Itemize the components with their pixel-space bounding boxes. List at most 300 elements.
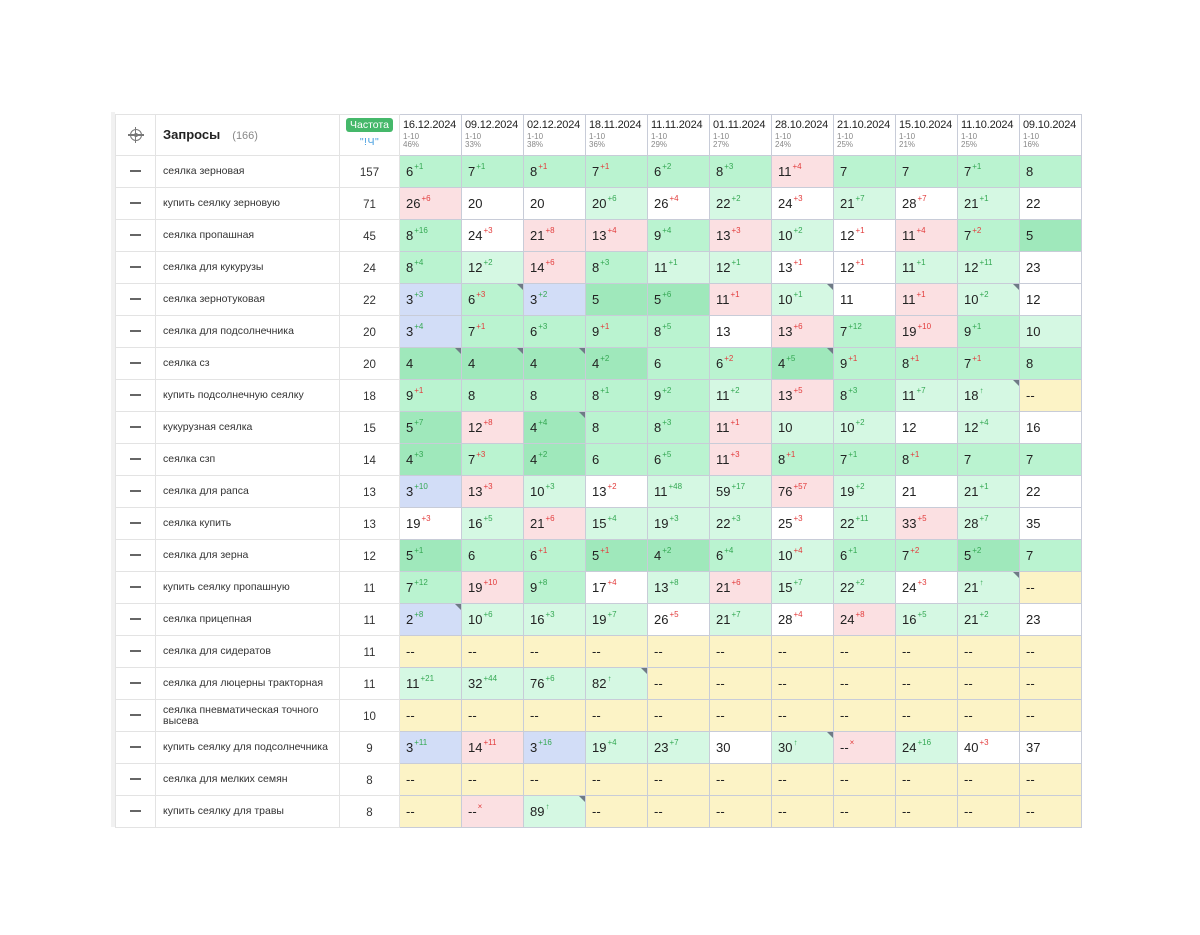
position-cell[interactable] xyxy=(772,316,834,348)
position-cell[interactable] xyxy=(710,540,772,572)
minus-icon[interactable] xyxy=(130,554,141,556)
position-cell[interactable] xyxy=(896,540,958,572)
position-cell[interactable] xyxy=(648,412,710,444)
position-cell[interactable] xyxy=(1020,604,1082,636)
position-cell[interactable] xyxy=(958,412,1020,444)
position-cell[interactable] xyxy=(648,348,710,380)
position-cell[interactable] xyxy=(834,348,896,380)
minus-icon[interactable] xyxy=(130,810,141,812)
position-cell[interactable] xyxy=(834,572,896,604)
position-cell[interactable] xyxy=(462,668,524,700)
position-cell[interactable] xyxy=(524,348,586,380)
position-cell[interactable] xyxy=(1020,764,1082,796)
table-row xyxy=(116,316,1082,348)
position-cell[interactable] xyxy=(772,604,834,636)
position-cell[interactable] xyxy=(648,700,710,732)
position-cell[interactable] xyxy=(772,412,834,444)
position-cell[interactable] xyxy=(400,508,462,540)
position-cell[interactable] xyxy=(834,540,896,572)
position-cell[interactable] xyxy=(710,188,772,220)
position-cell[interactable] xyxy=(710,412,772,444)
position-cell[interactable] xyxy=(834,412,896,444)
position-cell[interactable] xyxy=(648,604,710,636)
position-cell[interactable] xyxy=(648,476,710,508)
frequency-type-link[interactable]: "!Ч" xyxy=(359,136,380,148)
position-cell[interactable] xyxy=(586,252,648,284)
position-cell[interactable] xyxy=(586,220,648,252)
crosshair-icon[interactable] xyxy=(129,128,143,142)
query-text[interactable]: купить сеялку пропашную xyxy=(163,581,290,593)
position-value: 24 xyxy=(902,739,917,755)
position-cell[interactable] xyxy=(1020,444,1082,476)
query-text[interactable]: сеялка сзп xyxy=(163,453,216,465)
query-text[interactable]: сеялка для подсолнечника xyxy=(163,325,294,337)
position-cell[interactable] xyxy=(1020,476,1082,508)
position-cell[interactable] xyxy=(772,668,834,700)
position-cell[interactable] xyxy=(896,508,958,540)
position-cell[interactable] xyxy=(648,220,710,252)
position-cell[interactable] xyxy=(462,764,524,796)
position-cell[interactable] xyxy=(400,188,462,220)
query-text[interactable]: сеялка зерновая xyxy=(163,165,245,177)
minus-icon[interactable] xyxy=(130,714,141,716)
position-cell[interactable] xyxy=(958,636,1020,668)
minus-icon[interactable] xyxy=(130,650,141,652)
minus-icon[interactable] xyxy=(130,362,141,364)
date-column-header[interactable] xyxy=(896,115,958,156)
position-cell[interactable] xyxy=(400,316,462,348)
position-cell[interactable] xyxy=(958,316,1020,348)
position-cell[interactable] xyxy=(524,476,586,508)
position-cell[interactable] xyxy=(710,764,772,796)
position-cell[interactable] xyxy=(524,572,586,604)
position-cell[interactable] xyxy=(710,444,772,476)
position-cell[interactable] xyxy=(772,476,834,508)
position-cell[interactable] xyxy=(772,156,834,188)
position-cell[interactable] xyxy=(400,284,462,316)
position-cell[interactable] xyxy=(710,284,772,316)
position-cell[interactable] xyxy=(834,444,896,476)
position-cell[interactable] xyxy=(772,796,834,828)
position-cell[interactable] xyxy=(400,668,462,700)
minus-icon[interactable] xyxy=(130,458,141,460)
date-column-header[interactable] xyxy=(462,115,524,156)
position-cell[interactable] xyxy=(958,572,1020,604)
position-value: 13 xyxy=(778,323,793,339)
minus-icon[interactable] xyxy=(130,298,141,300)
position-cell[interactable] xyxy=(462,540,524,572)
minus-icon[interactable] xyxy=(130,394,141,396)
date-column-header[interactable] xyxy=(1020,115,1082,156)
minus-icon[interactable] xyxy=(130,522,141,524)
position-cell[interactable] xyxy=(834,700,896,732)
position-cell[interactable] xyxy=(1020,284,1082,316)
query-text[interactable]: кукурузная сеялка xyxy=(163,421,253,433)
position-cell[interactable] xyxy=(710,572,772,604)
query-text[interactable]: купить сеялку для травы xyxy=(163,805,284,817)
position-cell[interactable] xyxy=(648,380,710,412)
position-cell[interactable] xyxy=(400,220,462,252)
position-cell[interactable] xyxy=(958,540,1020,572)
position-cell[interactable] xyxy=(648,796,710,828)
position-cell[interactable] xyxy=(462,700,524,732)
position-cell[interactable] xyxy=(1020,508,1082,540)
minus-icon[interactable] xyxy=(130,266,141,268)
position-cell[interactable] xyxy=(524,604,586,636)
position-change: +6 xyxy=(545,257,555,267)
position-cell[interactable] xyxy=(586,732,648,764)
position-cell[interactable] xyxy=(896,316,958,348)
position-cell[interactable] xyxy=(772,636,834,668)
position-cell[interactable] xyxy=(896,732,958,764)
position-cell[interactable] xyxy=(896,380,958,412)
position-cell[interactable] xyxy=(958,188,1020,220)
position-cell[interactable] xyxy=(958,604,1020,636)
position-cell[interactable] xyxy=(524,252,586,284)
position-cell[interactable] xyxy=(524,380,586,412)
position-cell[interactable] xyxy=(896,156,958,188)
position-cell[interactable] xyxy=(896,572,958,604)
position-cell[interactable] xyxy=(648,572,710,604)
position-cell[interactable] xyxy=(400,444,462,476)
query-text[interactable]: сеялка пневматическая точного высева xyxy=(163,703,319,727)
date-column-header[interactable] xyxy=(834,115,896,156)
position-cell[interactable] xyxy=(1020,412,1082,444)
position-cell[interactable] xyxy=(400,604,462,636)
position-cell[interactable] xyxy=(462,188,524,220)
query-text[interactable]: сеялка для кукурузы xyxy=(163,261,264,273)
position-cell[interactable] xyxy=(958,444,1020,476)
position-cell[interactable] xyxy=(648,156,710,188)
position-cell[interactable] xyxy=(524,764,586,796)
position-cell[interactable] xyxy=(648,444,710,476)
position-cell[interactable] xyxy=(896,412,958,444)
minus-icon[interactable] xyxy=(130,330,141,332)
query-text[interactable]: сеялка прицепная xyxy=(163,613,252,625)
position-cell[interactable] xyxy=(648,764,710,796)
position-cell[interactable] xyxy=(586,508,648,540)
position-cell[interactable] xyxy=(462,796,524,828)
position-cell[interactable] xyxy=(958,156,1020,188)
frequency-sort-button[interactable]: Частота xyxy=(346,118,393,132)
position-cell[interactable] xyxy=(462,412,524,444)
position-cell[interactable] xyxy=(400,156,462,188)
minus-icon[interactable] xyxy=(130,234,141,236)
position-cell[interactable] xyxy=(958,380,1020,412)
position-cell[interactable] xyxy=(896,796,958,828)
position-cell[interactable] xyxy=(958,764,1020,796)
position-cell[interactable] xyxy=(834,284,896,316)
position-cell[interactable] xyxy=(958,476,1020,508)
position-cell[interactable] xyxy=(772,444,834,476)
position-cell[interactable] xyxy=(958,508,1020,540)
position-cell[interactable] xyxy=(834,636,896,668)
position-cell[interactable] xyxy=(834,732,896,764)
position-value: 21 xyxy=(902,483,917,499)
position-cell[interactable] xyxy=(524,316,586,348)
position-cell[interactable] xyxy=(648,188,710,220)
position-cell[interactable] xyxy=(710,700,772,732)
position-cell[interactable] xyxy=(772,348,834,380)
position-cell[interactable] xyxy=(648,316,710,348)
position-cell[interactable] xyxy=(896,764,958,796)
position-cell[interactable] xyxy=(400,636,462,668)
position-cell[interactable] xyxy=(586,316,648,348)
position-cell[interactable] xyxy=(1020,348,1082,380)
position-cell[interactable] xyxy=(896,220,958,252)
position-cell[interactable] xyxy=(896,348,958,380)
position-cell[interactable] xyxy=(772,252,834,284)
minus-icon[interactable] xyxy=(130,202,141,204)
position-cell[interactable] xyxy=(834,316,896,348)
position-cell[interactable] xyxy=(958,732,1020,764)
position-cell[interactable] xyxy=(834,188,896,220)
position-cell[interactable] xyxy=(710,156,772,188)
query-cell xyxy=(156,540,340,572)
position-value: 4 xyxy=(592,355,600,371)
position-cell[interactable] xyxy=(710,796,772,828)
position-cell[interactable] xyxy=(462,444,524,476)
position-cell[interactable] xyxy=(400,572,462,604)
position-cell[interactable] xyxy=(586,156,648,188)
position-cell[interactable] xyxy=(772,732,834,764)
position-cell[interactable] xyxy=(524,508,586,540)
query-text[interactable]: сеялка пропашная xyxy=(163,229,255,241)
position-cell[interactable] xyxy=(1020,636,1082,668)
position-cell[interactable] xyxy=(958,348,1020,380)
position-cell[interactable] xyxy=(710,316,772,348)
position-cell[interactable] xyxy=(462,732,524,764)
position-cell[interactable] xyxy=(586,700,648,732)
position-cell[interactable] xyxy=(896,668,958,700)
position-cell[interactable] xyxy=(1020,668,1082,700)
position-cell[interactable] xyxy=(400,476,462,508)
position-cell[interactable] xyxy=(772,540,834,572)
position-cell[interactable] xyxy=(462,156,524,188)
position-cell[interactable] xyxy=(586,476,648,508)
position-cell[interactable] xyxy=(524,284,586,316)
position-cell[interactable] xyxy=(462,380,524,412)
position-cell[interactable] xyxy=(462,604,524,636)
date-column-header[interactable] xyxy=(524,115,586,156)
position-cell[interactable] xyxy=(462,316,524,348)
position-cell[interactable] xyxy=(896,284,958,316)
date-column-header[interactable] xyxy=(586,115,648,156)
position-cell[interactable] xyxy=(1020,700,1082,732)
position-value: 23 xyxy=(1026,611,1041,627)
position-cell[interactable] xyxy=(1020,572,1082,604)
position-cell[interactable] xyxy=(524,444,586,476)
position-change: +1 xyxy=(848,545,858,555)
position-cell[interactable] xyxy=(710,636,772,668)
position-cell[interactable] xyxy=(648,508,710,540)
query-text[interactable]: купить сеялку зерновую xyxy=(163,197,280,209)
position-cell[interactable] xyxy=(400,732,462,764)
position-cell[interactable] xyxy=(1020,316,1082,348)
position-cell[interactable] xyxy=(896,444,958,476)
minus-icon[interactable] xyxy=(130,778,141,780)
position-cell[interactable] xyxy=(834,220,896,252)
position-cell[interactable] xyxy=(586,796,648,828)
position-cell[interactable] xyxy=(586,412,648,444)
position-cell[interactable] xyxy=(834,508,896,540)
position-cell[interactable] xyxy=(710,604,772,636)
position-cell[interactable] xyxy=(772,220,834,252)
position-cell[interactable] xyxy=(586,444,648,476)
position-cell[interactable] xyxy=(834,796,896,828)
position-cell[interactable] xyxy=(1020,540,1082,572)
position-cell[interactable] xyxy=(834,476,896,508)
position-cell[interactable] xyxy=(772,188,834,220)
position-value: -- xyxy=(530,707,539,723)
position-cell[interactable] xyxy=(1020,188,1082,220)
position-cell[interactable] xyxy=(648,668,710,700)
position-cell[interactable] xyxy=(1020,252,1082,284)
position-cell[interactable] xyxy=(834,156,896,188)
position-cell[interactable] xyxy=(586,764,648,796)
position-cell[interactable] xyxy=(524,540,586,572)
position-cell[interactable] xyxy=(400,540,462,572)
position-cell[interactable] xyxy=(462,508,524,540)
position-cell[interactable] xyxy=(524,220,586,252)
position-cell[interactable] xyxy=(710,252,772,284)
position-cell[interactable] xyxy=(896,636,958,668)
position-cell[interactable] xyxy=(834,764,896,796)
date-column-header[interactable] xyxy=(958,115,1020,156)
position-cell[interactable] xyxy=(462,572,524,604)
position-cell[interactable] xyxy=(958,700,1020,732)
query-text[interactable]: сеялка для сидератов xyxy=(163,645,271,657)
position-cell[interactable] xyxy=(958,796,1020,828)
position-cell[interactable] xyxy=(586,348,648,380)
query-text[interactable]: сеялка сз xyxy=(163,357,210,369)
date-column-header[interactable] xyxy=(648,115,710,156)
position-cell[interactable] xyxy=(400,348,462,380)
position-cell[interactable] xyxy=(896,476,958,508)
position-cell[interactable] xyxy=(834,252,896,284)
position-cell[interactable] xyxy=(1020,732,1082,764)
position-cell[interactable] xyxy=(400,252,462,284)
position-cell[interactable] xyxy=(710,476,772,508)
position-cell[interactable] xyxy=(400,380,462,412)
position-cell[interactable] xyxy=(710,380,772,412)
position-cell[interactable] xyxy=(648,284,710,316)
position-cell[interactable] xyxy=(462,252,524,284)
position-cell[interactable] xyxy=(772,700,834,732)
minus-icon[interactable] xyxy=(130,682,141,684)
query-text[interactable]: сеялка для зерна xyxy=(163,549,249,561)
position-cell[interactable] xyxy=(462,636,524,668)
position-cell[interactable] xyxy=(586,604,648,636)
position-cell[interactable] xyxy=(648,636,710,668)
position-cell[interactable] xyxy=(710,732,772,764)
position-cell[interactable] xyxy=(958,668,1020,700)
minus-icon[interactable] xyxy=(130,170,141,172)
minus-icon[interactable] xyxy=(130,426,141,428)
position-cell[interactable] xyxy=(400,700,462,732)
position-cell[interactable] xyxy=(896,604,958,636)
position-cell[interactable] xyxy=(896,700,958,732)
position-cell[interactable] xyxy=(462,348,524,380)
position-cell[interactable] xyxy=(586,284,648,316)
minus-icon[interactable] xyxy=(130,490,141,492)
position-cell[interactable] xyxy=(400,796,462,828)
position-cell[interactable] xyxy=(648,732,710,764)
position-cell[interactable] xyxy=(958,284,1020,316)
position-cell[interactable] xyxy=(524,732,586,764)
position-cell[interactable] xyxy=(1020,380,1082,412)
date-column-header[interactable] xyxy=(400,115,462,156)
query-text[interactable]: сеялка купить xyxy=(163,517,232,529)
position-cell[interactable] xyxy=(524,668,586,700)
position-cell[interactable] xyxy=(586,636,648,668)
position-cell[interactable] xyxy=(524,796,586,828)
date-column-header[interactable] xyxy=(772,115,834,156)
minus-icon[interactable] xyxy=(130,586,141,588)
position-cell[interactable] xyxy=(710,668,772,700)
position-cell[interactable] xyxy=(896,188,958,220)
minus-icon[interactable] xyxy=(130,746,141,748)
position-cell[interactable] xyxy=(400,764,462,796)
position-cell[interactable] xyxy=(1020,220,1082,252)
position-cell[interactable] xyxy=(834,668,896,700)
position-cell[interactable] xyxy=(648,252,710,284)
position-cell[interactable] xyxy=(772,764,834,796)
position-cell[interactable] xyxy=(710,220,772,252)
position-cell[interactable] xyxy=(648,540,710,572)
position-cell[interactable] xyxy=(586,188,648,220)
minus-icon[interactable] xyxy=(130,618,141,620)
position-cell[interactable] xyxy=(524,188,586,220)
position-cell[interactable] xyxy=(586,540,648,572)
position-cell[interactable] xyxy=(586,572,648,604)
position-cell[interactable] xyxy=(896,252,958,284)
query-text[interactable]: сеялка зернотуковая xyxy=(163,293,265,305)
position-cell[interactable] xyxy=(710,508,772,540)
position-cell[interactable] xyxy=(710,348,772,380)
position-cell[interactable] xyxy=(772,572,834,604)
position-cell[interactable] xyxy=(772,284,834,316)
query-text[interactable]: купить подсолнечную сеялку xyxy=(163,389,304,401)
query-text[interactable]: сеялка для рапса xyxy=(163,485,249,497)
date-column-header[interactable] xyxy=(710,115,772,156)
position-cell[interactable] xyxy=(586,668,648,700)
position-cell[interactable] xyxy=(462,476,524,508)
position-cell[interactable] xyxy=(958,252,1020,284)
position-cell[interactable] xyxy=(400,412,462,444)
position-cell[interactable] xyxy=(524,156,586,188)
position-cell[interactable] xyxy=(524,412,586,444)
position-cell[interactable] xyxy=(462,284,524,316)
position-value: 11 xyxy=(716,451,730,467)
position-cell[interactable] xyxy=(772,380,834,412)
position-cell[interactable] xyxy=(524,700,586,732)
query-text[interactable]: сеялка для мелких семян xyxy=(163,773,288,785)
query-text[interactable]: сеялка для люцерны тракторная xyxy=(163,677,324,689)
position-cell[interactable] xyxy=(958,220,1020,252)
position-value: -- xyxy=(964,675,973,691)
position-cell[interactable] xyxy=(586,380,648,412)
frequency-cell xyxy=(340,220,400,252)
position-cell[interactable] xyxy=(524,636,586,668)
position-cell[interactable] xyxy=(1020,796,1082,828)
position-cell[interactable] xyxy=(772,508,834,540)
query-text[interactable]: купить сеялку для подсолнечника xyxy=(163,741,328,753)
position-cell[interactable] xyxy=(834,380,896,412)
position-cell[interactable] xyxy=(462,220,524,252)
position-cell[interactable] xyxy=(834,604,896,636)
position-cell[interactable] xyxy=(1020,156,1082,188)
